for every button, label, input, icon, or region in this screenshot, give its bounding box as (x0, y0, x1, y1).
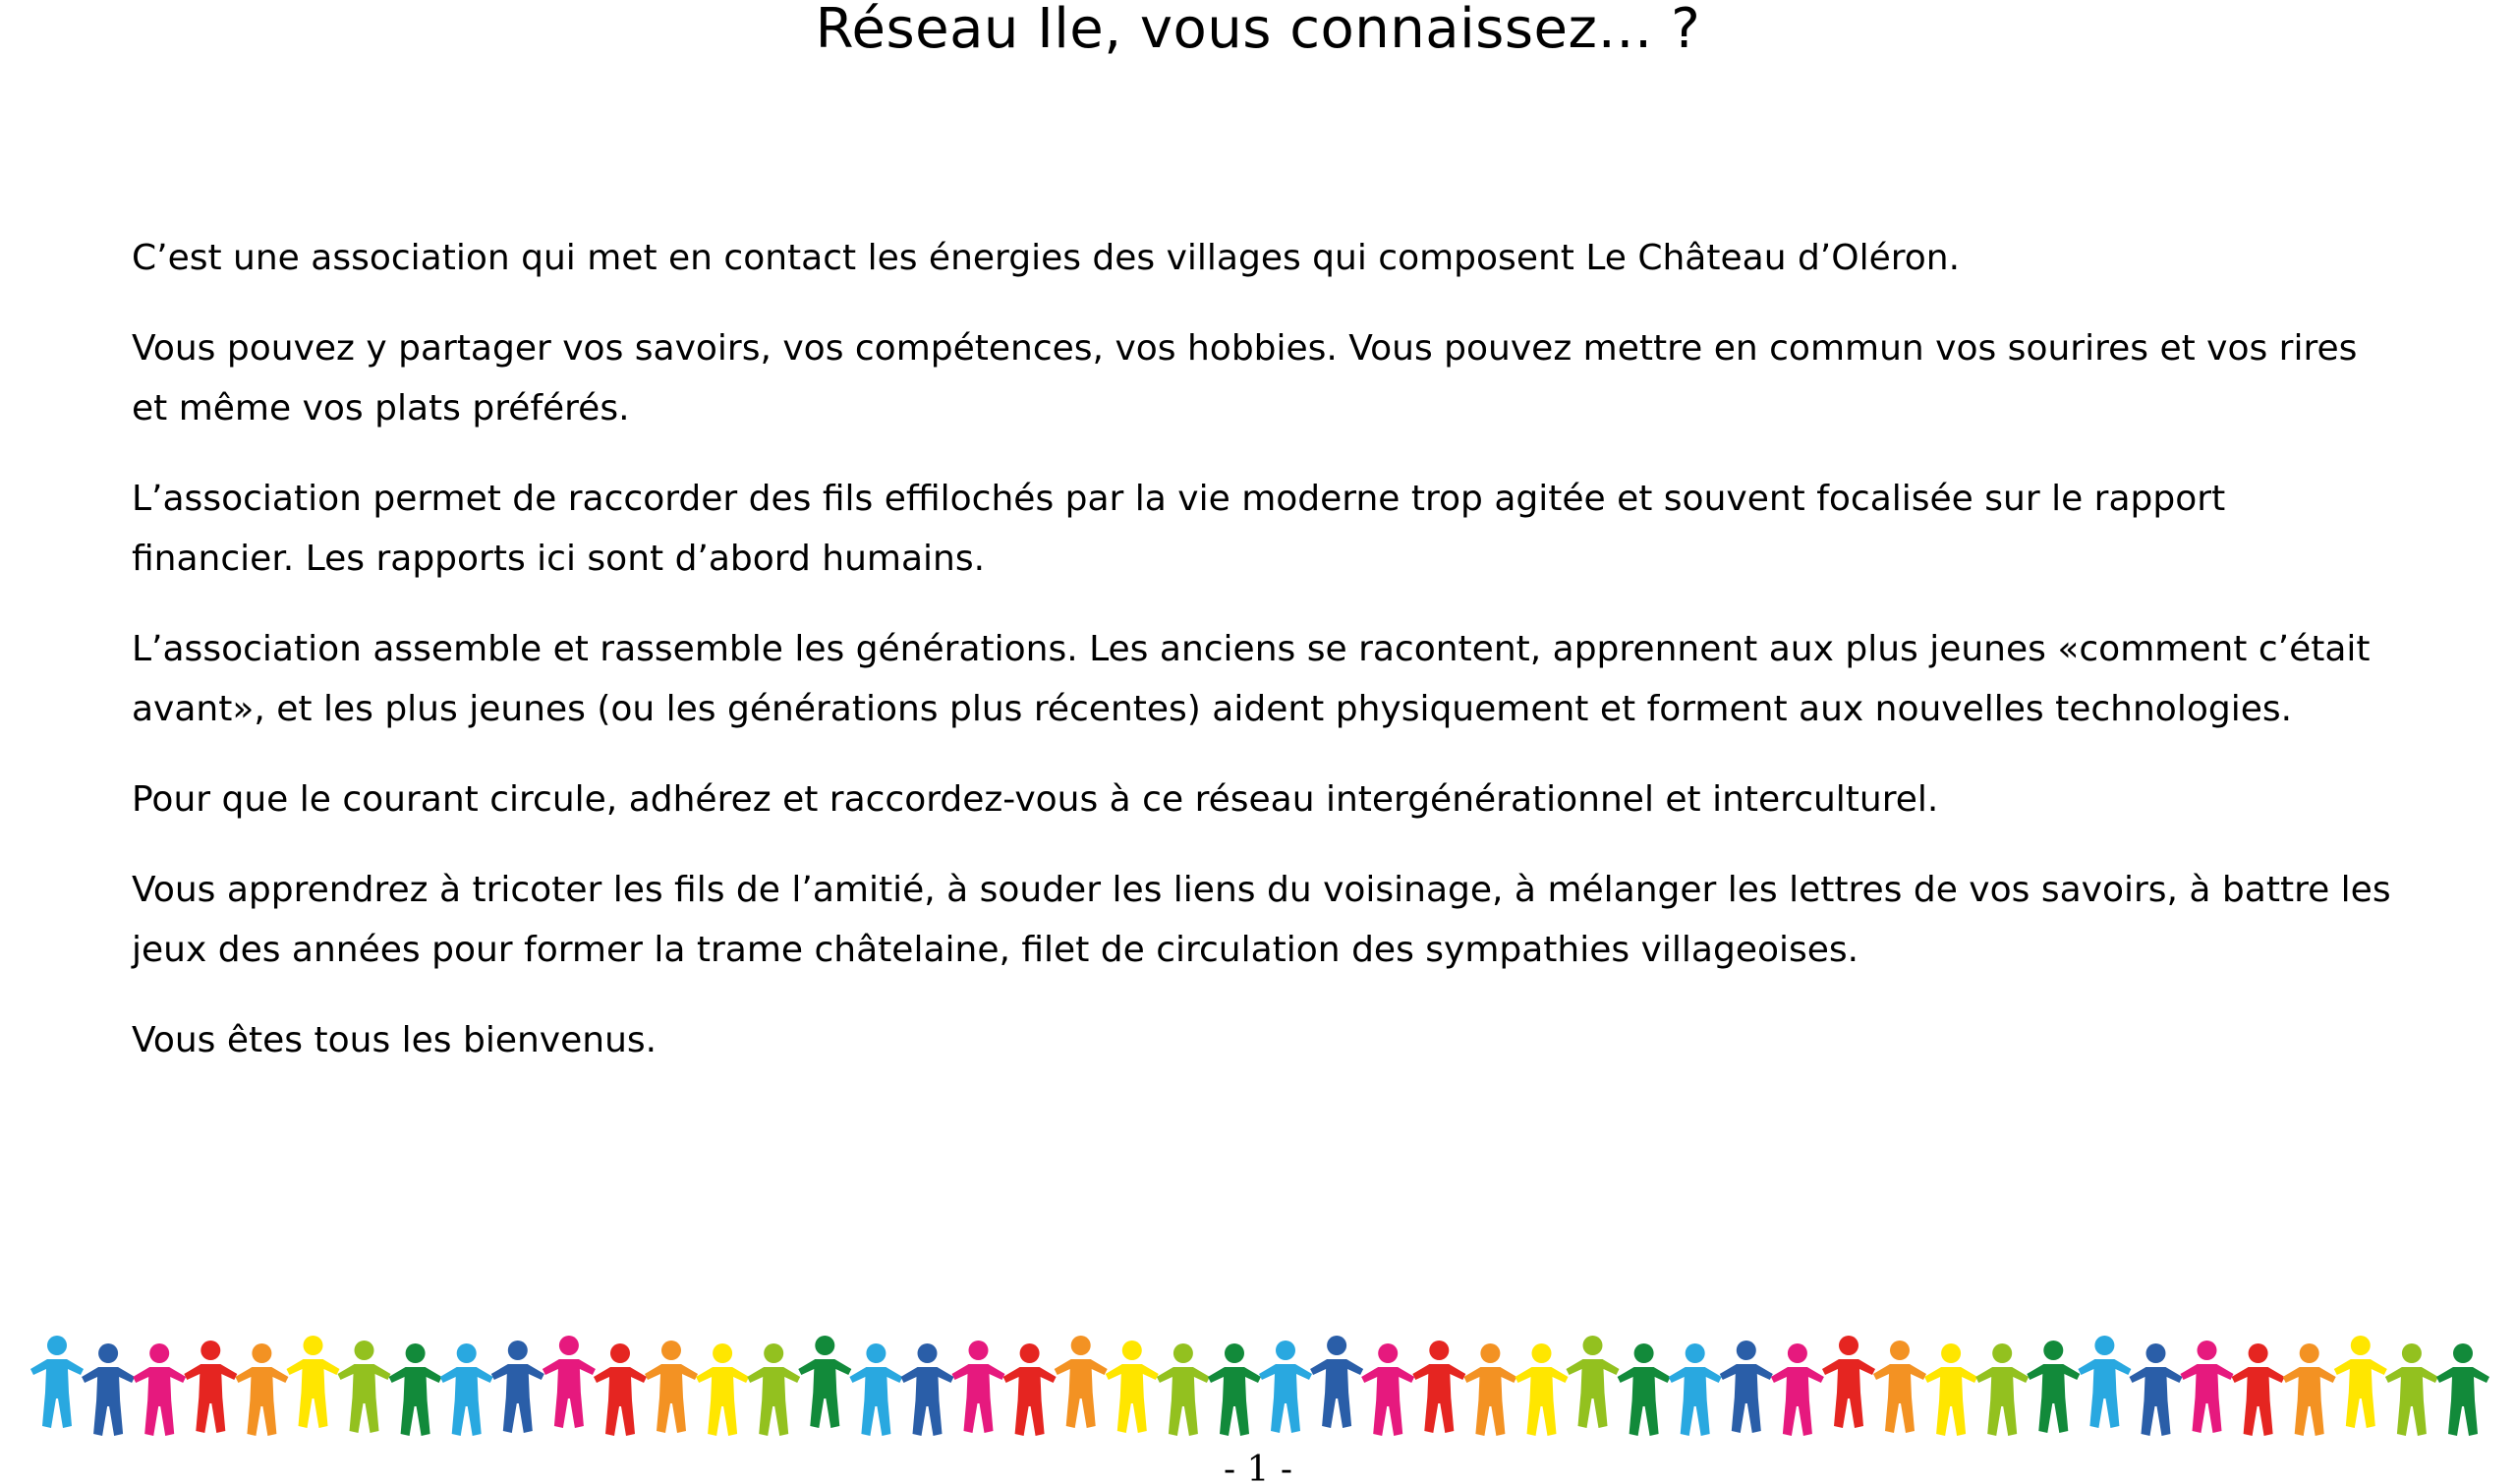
paper-person-figure (287, 1336, 340, 1428)
paper-person-figure (849, 1343, 902, 1436)
paper-person-figure (543, 1336, 596, 1428)
paper-person-figure (1259, 1341, 1312, 1433)
paper-person-figure (184, 1341, 237, 1433)
paper-person-figure (696, 1343, 749, 1436)
paper-person-figure (2385, 1343, 2438, 1436)
paper-person-figure (594, 1343, 647, 1436)
paper-person-figure (1055, 1336, 1108, 1428)
page-number: - 1 - (1223, 1450, 1293, 1484)
paper-people-chain-illustration (18, 1332, 2504, 1450)
paper-person-figure (1463, 1343, 1516, 1436)
paper-person-figure (2130, 1343, 2183, 1436)
paper-person-figure (645, 1341, 698, 1433)
paper-person-figure (133, 1343, 186, 1436)
paper-person-figure (338, 1341, 391, 1433)
paper-person-figure (1975, 1343, 2029, 1436)
paper-person-figure (901, 1343, 954, 1436)
paper-person-figure (1412, 1341, 1465, 1433)
paragraph: C’est une association qui met en contact les énergies des villages qui composent Le Château d’Oléron. (132, 238, 1961, 278)
paragraph: L’association permet de raccorder des fils effilochés par la vie moderne trop agitée et souvent focalisée sur le rapport financier. Les rapports ici sont d’abord humains. (132, 479, 2226, 579)
paper-person-figure (1157, 1343, 1210, 1436)
paragraph: Pour que le courant circule, adhérez et raccordez-vous à ce réseau intergénérationnel et interculturel. (132, 779, 1939, 820)
paper-person-figure (1924, 1343, 1977, 1436)
paper-person-figure (747, 1343, 800, 1436)
paragraph: Vous êtes tous les bienvenus. (132, 1020, 658, 1060)
paper-person-figure (2181, 1341, 2234, 1433)
paper-person-figure (1106, 1341, 1159, 1433)
paragraph: L’association assemble et rassemble les générations. Les anciens se racontent, apprennent aux plus jeunes «comment c’était avant», et les plus jeunes (ou les générations plus récentes) aident physiquement et forment aux nouvelles technologies. (132, 629, 2371, 729)
paper-person-figure (389, 1343, 442, 1436)
paper-person-figure (1567, 1336, 1620, 1428)
paper-person-figure (235, 1343, 288, 1436)
paper-person-figure (798, 1336, 851, 1428)
paper-person-figure (1873, 1341, 1926, 1433)
page-title: Réseau Ile, vous connaissez… ? (815, 0, 1701, 61)
paper-person-figure (491, 1341, 544, 1433)
paper-person-figure (1515, 1343, 1569, 1436)
paper-person-figure (1003, 1343, 1057, 1436)
paper-person-figure (1771, 1343, 1824, 1436)
paper-person-figure (952, 1341, 1005, 1433)
paragraph: Vous pouvez y partager vos savoirs, vos compétences, vos hobbies. Vous pouvez mettre en commun vos sourires et vos rires et même vos plats préférés. (132, 328, 2358, 428)
paper-person-figure (1822, 1336, 1875, 1428)
paper-person-figure (1208, 1343, 1261, 1436)
paper-person-figure (440, 1343, 493, 1436)
paper-person-figure (2436, 1343, 2489, 1436)
paper-person-figure (1720, 1341, 1773, 1433)
paper-person-figure (1669, 1343, 1722, 1436)
paper-person-figure (2334, 1336, 2387, 1428)
paper-person-figure (2232, 1343, 2285, 1436)
paper-person-figure (82, 1343, 135, 1436)
paper-person-figure (2027, 1341, 2080, 1433)
paper-person-figure (1361, 1343, 1414, 1436)
document-body (132, 228, 2392, 1101)
paper-person-figure (1618, 1343, 1671, 1436)
paper-person-figure (2283, 1343, 2336, 1436)
paragraph: Vous apprendrez à tricoter les fils de l’amitié, à souder les liens du voisinage, à mélanger les lettres de vos savoirs, à battre les jeux des années pour former la trame châtelaine, filet de circulation des sympathies villageoises. (132, 870, 2391, 970)
paper-person-figure (2078, 1336, 2131, 1428)
paper-person-figure (30, 1336, 84, 1428)
paper-person-figure (1310, 1336, 1363, 1428)
